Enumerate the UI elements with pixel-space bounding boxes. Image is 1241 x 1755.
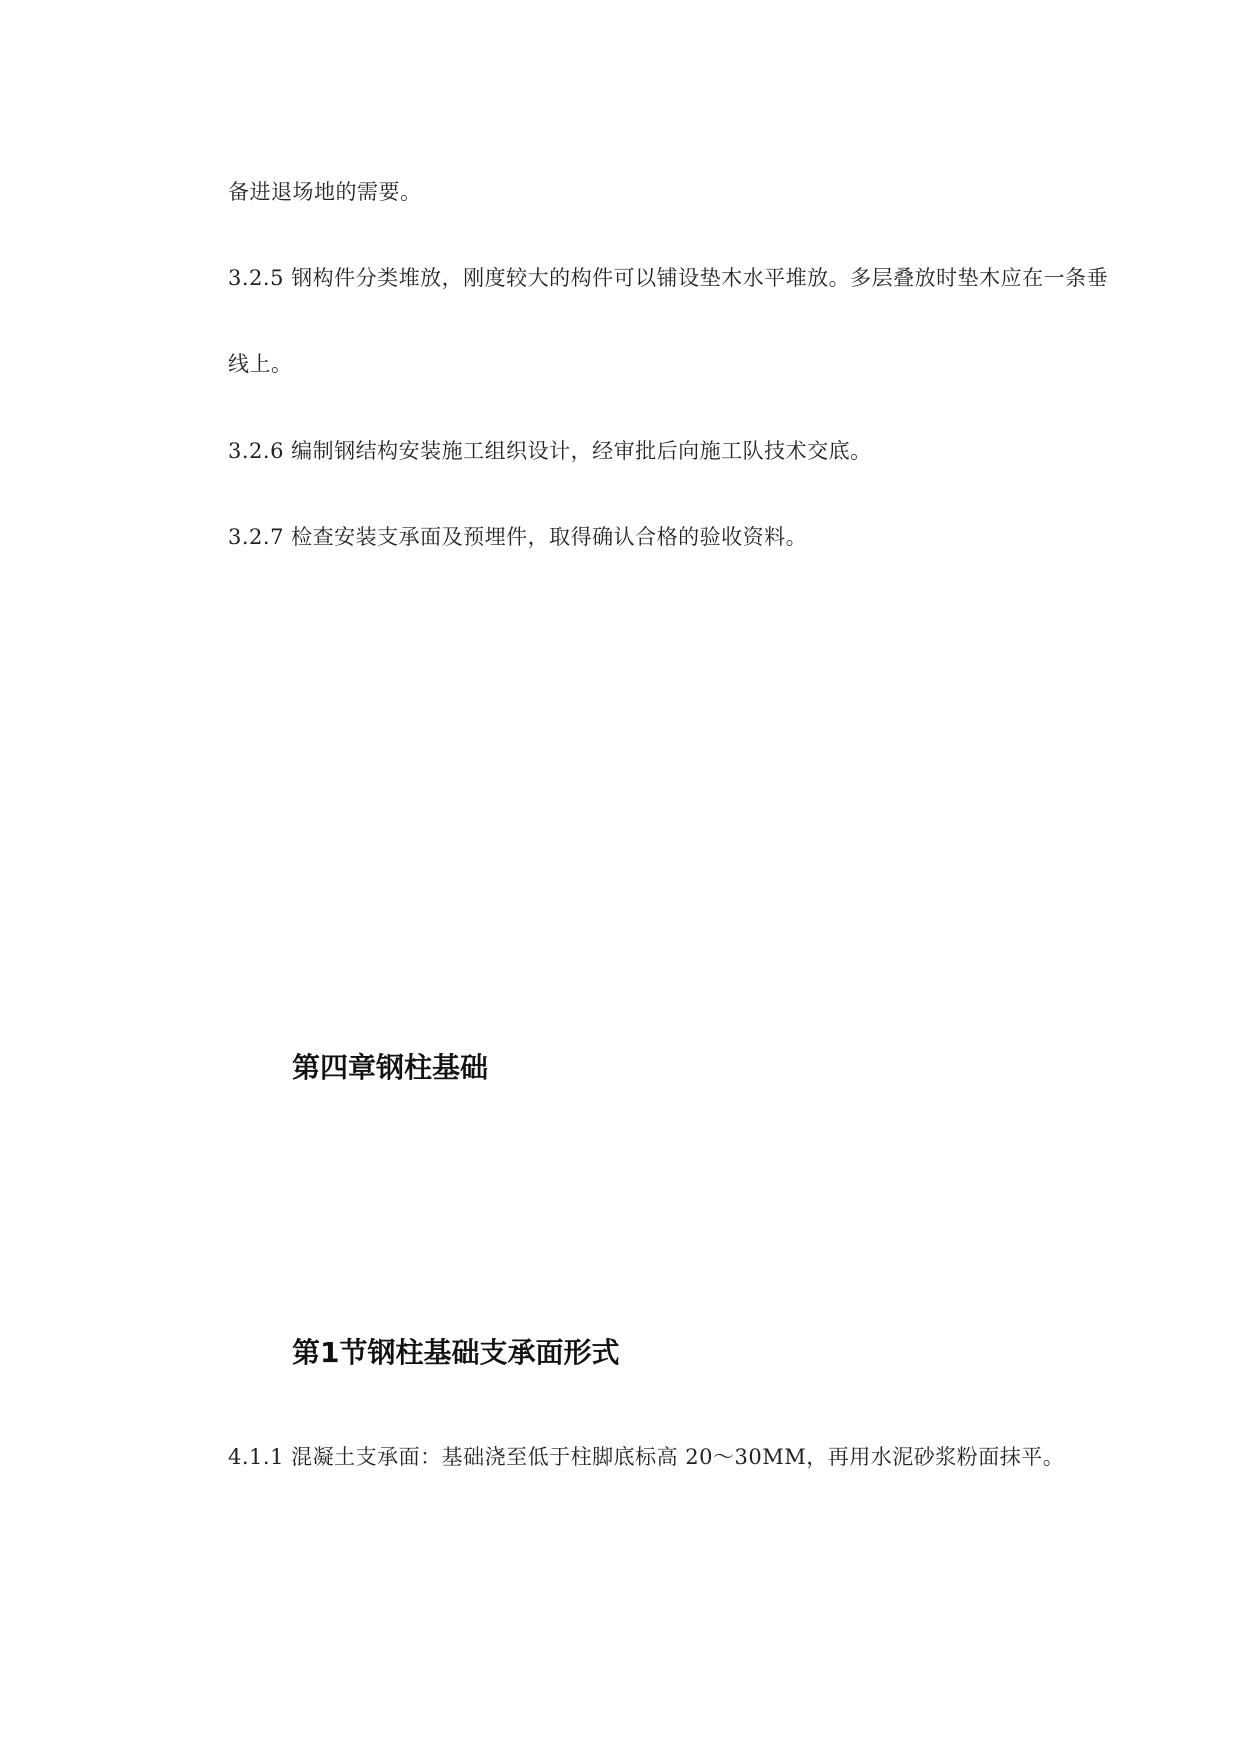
paragraph-4-1-1: 4.1.1 混凝土支承面：基础浇至低于柱脚底标高 20～30MM，再用水泥砂浆粉面抹平。 — [228, 1445, 1065, 1469]
paragraph-3-2-7: 3.2.7 检查安装支承面及预埋件，取得确认合格的验收资料。 — [228, 525, 808, 549]
chapter-heading: 第四章钢柱基础 — [292, 1051, 489, 1084]
paragraph-3-2-6: 3.2.6 编制钢结构安装施工组织设计，经审批后向施工队技术交底。 — [228, 439, 872, 463]
paragraph-3-2-5-continuation: 线上。 — [228, 352, 293, 376]
section-heading: 第1节钢柱基础支承面形式 — [292, 1336, 620, 1369]
paragraph-3-2-5: 3.2.5 钢构件分类堆放，刚度较大的构件可以铺设垫木水平堆放。多层叠放时垫木应在一条垂 — [228, 266, 1109, 290]
paragraph-continuation: 备进退场地的需要。 — [228, 180, 422, 204]
